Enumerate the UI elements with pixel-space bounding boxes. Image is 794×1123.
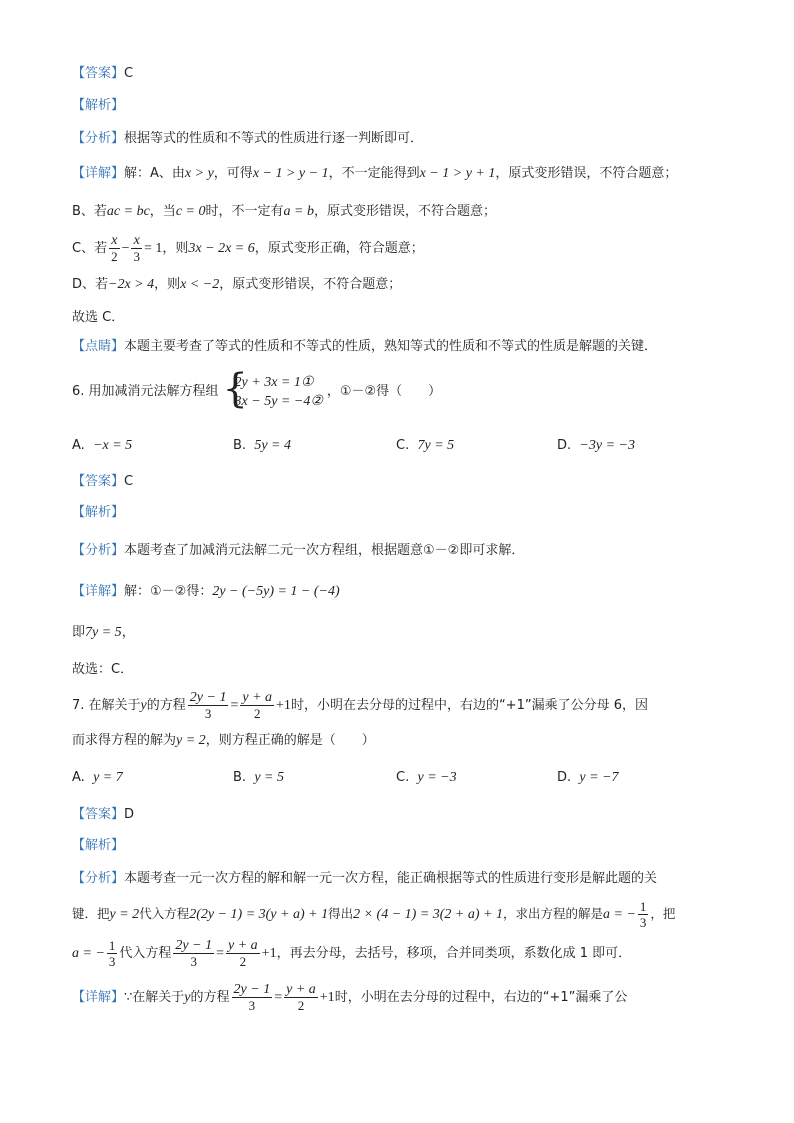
option-letter: D. xyxy=(557,770,572,785)
option-expr: y = 5 xyxy=(254,770,284,785)
math: x < −2 xyxy=(180,277,220,292)
option-letter: B. xyxy=(233,770,247,785)
q7-answer-line xyxy=(72,805,744,825)
fraction xyxy=(240,690,274,721)
q5-answer-line xyxy=(72,64,744,84)
math: y = 2 xyxy=(176,733,206,748)
q6-option-b xyxy=(233,436,291,456)
math: 2y − (−5y) = 1 − (−4) xyxy=(212,584,340,599)
denominator: 3 xyxy=(133,249,140,264)
denominator: 3 xyxy=(190,954,197,969)
numerator: x xyxy=(131,233,142,249)
q7-fenxi-3 xyxy=(72,936,744,972)
option-letter: A. xyxy=(72,770,85,785)
detail-tag: 【详解】 xyxy=(72,166,125,181)
fraction xyxy=(173,938,214,969)
denominator: 3 xyxy=(204,706,212,721)
text: ，原式变形错误，不符合题意； xyxy=(495,166,678,181)
denominator: 2 xyxy=(297,998,305,1013)
q5-analysis-line xyxy=(72,96,744,116)
fraction xyxy=(188,690,229,721)
fraction xyxy=(109,233,120,264)
denominator: 2 xyxy=(111,249,118,264)
math: = xyxy=(216,946,224,961)
math: c = 0 xyxy=(175,204,206,219)
q7-stem-1 xyxy=(72,688,744,724)
text: ，再去分母，去括号，移项，合并同类项，系数化成 1 即可． xyxy=(276,946,632,961)
text: 时，不一定有 xyxy=(205,204,284,219)
option-expr: −3y = −3 xyxy=(579,438,635,453)
text: ，原式变形正确，符合题意； xyxy=(254,241,424,256)
q5-fenxi-line xyxy=(72,129,744,149)
fraction xyxy=(638,899,649,930)
brace: { xyxy=(222,365,248,412)
math: a = − xyxy=(603,907,636,922)
text: 得出 xyxy=(328,906,354,921)
text: ，把 xyxy=(650,906,676,921)
text: 解：A、由 xyxy=(124,166,185,181)
text: ，不一定能得到 xyxy=(328,166,420,181)
text: ，则 xyxy=(154,277,181,292)
numerator: 1 xyxy=(108,938,116,953)
fenxi-tag: 【分析】 xyxy=(72,543,125,558)
math: a = − xyxy=(72,946,105,961)
fenxi-text: 本题考查了加减消元法解二元一次方程组，根据题意①－②即可求解． xyxy=(124,543,525,558)
q7-answer: D xyxy=(124,807,135,822)
fraction xyxy=(232,982,273,1013)
text: 代入方程 xyxy=(139,906,190,921)
text: ，当 xyxy=(149,204,176,219)
text: 时，小明在去分母的过程中，右边的“+1”漏乘了公 xyxy=(334,990,628,1005)
text: D、若 xyxy=(72,277,109,292)
numerator: y + a xyxy=(228,938,258,953)
q5-answer: C xyxy=(124,66,134,81)
answer-tag: 【答案】 xyxy=(72,807,125,822)
math: 3x − 2x = 6 xyxy=(188,241,255,256)
math: x > y xyxy=(184,166,214,181)
option-letter: D. xyxy=(557,438,572,453)
q6-step-line xyxy=(72,623,744,643)
math: = xyxy=(274,990,283,1005)
numerator: 2y − 1 xyxy=(189,690,227,705)
text: ，原式变形错误，不符合题意； xyxy=(313,204,496,219)
denominator: 3 xyxy=(108,954,116,969)
equation-system xyxy=(222,365,323,412)
denominator: 3 xyxy=(639,915,647,930)
text: 代入方程 xyxy=(119,946,172,961)
text: ，可得 xyxy=(213,166,253,181)
text: 解：①－②得： xyxy=(124,584,213,599)
q6-option-c xyxy=(396,436,454,456)
text: 本题考查一元一次方程的解和解一元一次方程，能正确根据等式的性质进行变形是解此题的关 xyxy=(124,871,658,886)
q7-detail-line xyxy=(72,980,744,1016)
option-letter: B. xyxy=(233,438,247,453)
q7-option-c xyxy=(396,768,457,788)
q7-option-d xyxy=(557,768,619,788)
numerator: y + a xyxy=(286,982,316,997)
q5-fenxi-text: 根据等式的性质和不等式的性质进行逐一判断即可． xyxy=(124,131,424,146)
math: x − 1 > y − 1 xyxy=(252,166,329,181)
text: 6. 用加减消元法解方程组 xyxy=(72,384,219,399)
option-letter: C. xyxy=(396,438,410,453)
analysis-tag: 【解析】 xyxy=(72,505,125,520)
option-letter: A. xyxy=(72,438,85,453)
text: ，求出方程的解是 xyxy=(502,906,603,921)
text: ，①－②得（ ） xyxy=(326,384,442,399)
math: ac = bc xyxy=(106,204,150,219)
text: B、若 xyxy=(72,204,107,219)
fraction xyxy=(226,938,260,969)
text: 而求得方程的解为 xyxy=(72,733,177,748)
fraction xyxy=(131,233,142,264)
math: y = 2 xyxy=(109,907,140,922)
numerator: x xyxy=(109,233,120,249)
math: −2x > 4 xyxy=(108,277,155,292)
math: y xyxy=(184,990,191,1005)
fraction xyxy=(107,938,118,969)
text: 的方程 xyxy=(146,698,186,713)
option-letter: C. xyxy=(396,770,410,785)
analysis-tag: 【解析】 xyxy=(72,838,125,853)
q7-option-a xyxy=(72,768,123,788)
q6-conclusion: 故选：C． xyxy=(72,662,134,677)
text: 即 xyxy=(72,625,86,640)
text: ， xyxy=(121,625,135,640)
fenxi-tag: 【分析】 xyxy=(72,131,125,146)
q6-option-a xyxy=(72,436,132,456)
math: = xyxy=(230,698,239,713)
denominator: 2 xyxy=(239,954,247,969)
option-expr: 7y = 5 xyxy=(417,438,455,453)
q6-analysis-line xyxy=(72,503,744,523)
math: − xyxy=(121,241,130,256)
q6-fenxi-line xyxy=(72,541,744,561)
equation-1: 2y + 3x = 1① xyxy=(234,374,314,390)
q5-detail-d xyxy=(72,275,744,295)
text: ∵在解关于 xyxy=(124,990,185,1005)
math: x − 1 > y + 1 xyxy=(419,166,496,181)
text: 的方程 xyxy=(190,990,230,1005)
q6-answer-line xyxy=(72,472,744,492)
fraction xyxy=(284,982,318,1013)
detail-tag: 【详解】 xyxy=(72,990,125,1005)
math: a = b xyxy=(283,204,314,219)
detail-tag: 【详解】 xyxy=(72,584,125,599)
math: 7y = 5 xyxy=(85,625,122,640)
numerator: 1 xyxy=(639,899,647,914)
math: +1 xyxy=(261,946,277,961)
fenxi-tag: 【分析】 xyxy=(72,871,125,886)
numerator: 2y − 1 xyxy=(175,938,213,953)
denominator: 2 xyxy=(253,706,261,721)
q5-conclusion: 故选 C． xyxy=(72,310,125,325)
comment-text: 本题主要考查了等式的性质和不等式的性质，熟知等式的性质和不等式的性质是解题的关键． xyxy=(124,339,658,354)
text: 时，小明在去分母的过程中，右边的“+1”漏乘了公分母 6，因 xyxy=(290,698,648,713)
answer-tag: 【答案】 xyxy=(72,474,125,489)
q6-detail-line xyxy=(72,582,744,602)
text: ，原式变形错误，不符合题意； xyxy=(219,277,402,292)
option-expr: y = −3 xyxy=(417,770,457,785)
comment-tag: 【点睛】 xyxy=(72,339,125,354)
q5-detail-b xyxy=(72,202,744,222)
equation-2: 3x − 5y = −4② xyxy=(234,393,323,409)
option-expr: y = −7 xyxy=(579,770,619,785)
q6-option-d xyxy=(557,436,635,456)
q7-stem-2 xyxy=(72,731,744,751)
text: 7. 在解关于 xyxy=(72,698,141,713)
text: C、若 xyxy=(72,241,108,256)
q5-detail-a xyxy=(72,164,744,184)
q7-analysis-line xyxy=(72,836,744,856)
numerator: y + a xyxy=(242,690,273,705)
math: 2(2y − 1) = 3(y + a) + 1 xyxy=(189,907,329,922)
q5-detail-c xyxy=(72,232,744,266)
q6-answer: C xyxy=(124,474,134,489)
math: = 1 xyxy=(143,241,163,256)
text: ，则 xyxy=(162,241,189,256)
option-expr: 5y = 4 xyxy=(254,438,291,453)
math: +1 xyxy=(319,990,335,1005)
text: 键．把 xyxy=(72,906,110,921)
text: ，则方程正确的解是（ ） xyxy=(205,733,375,748)
q7-fenxi-2 xyxy=(72,896,744,933)
math: 2 × (4 − 1) = 3(2 + a) + 1 xyxy=(353,907,503,922)
denominator: 3 xyxy=(248,998,256,1013)
q6-stem xyxy=(72,365,744,412)
numerator: 2y − 1 xyxy=(233,982,271,997)
q5-comment-line xyxy=(72,337,744,357)
math: +1 xyxy=(276,698,291,713)
q7-option-b xyxy=(233,768,284,788)
q7-fenxi-1 xyxy=(72,869,744,889)
option-expr: −x = 5 xyxy=(93,438,133,453)
analysis-tag: 【解析】 xyxy=(72,98,125,113)
option-expr: y = 7 xyxy=(93,770,123,785)
answer-tag: 【答案】 xyxy=(72,66,125,81)
math: y xyxy=(140,698,147,713)
